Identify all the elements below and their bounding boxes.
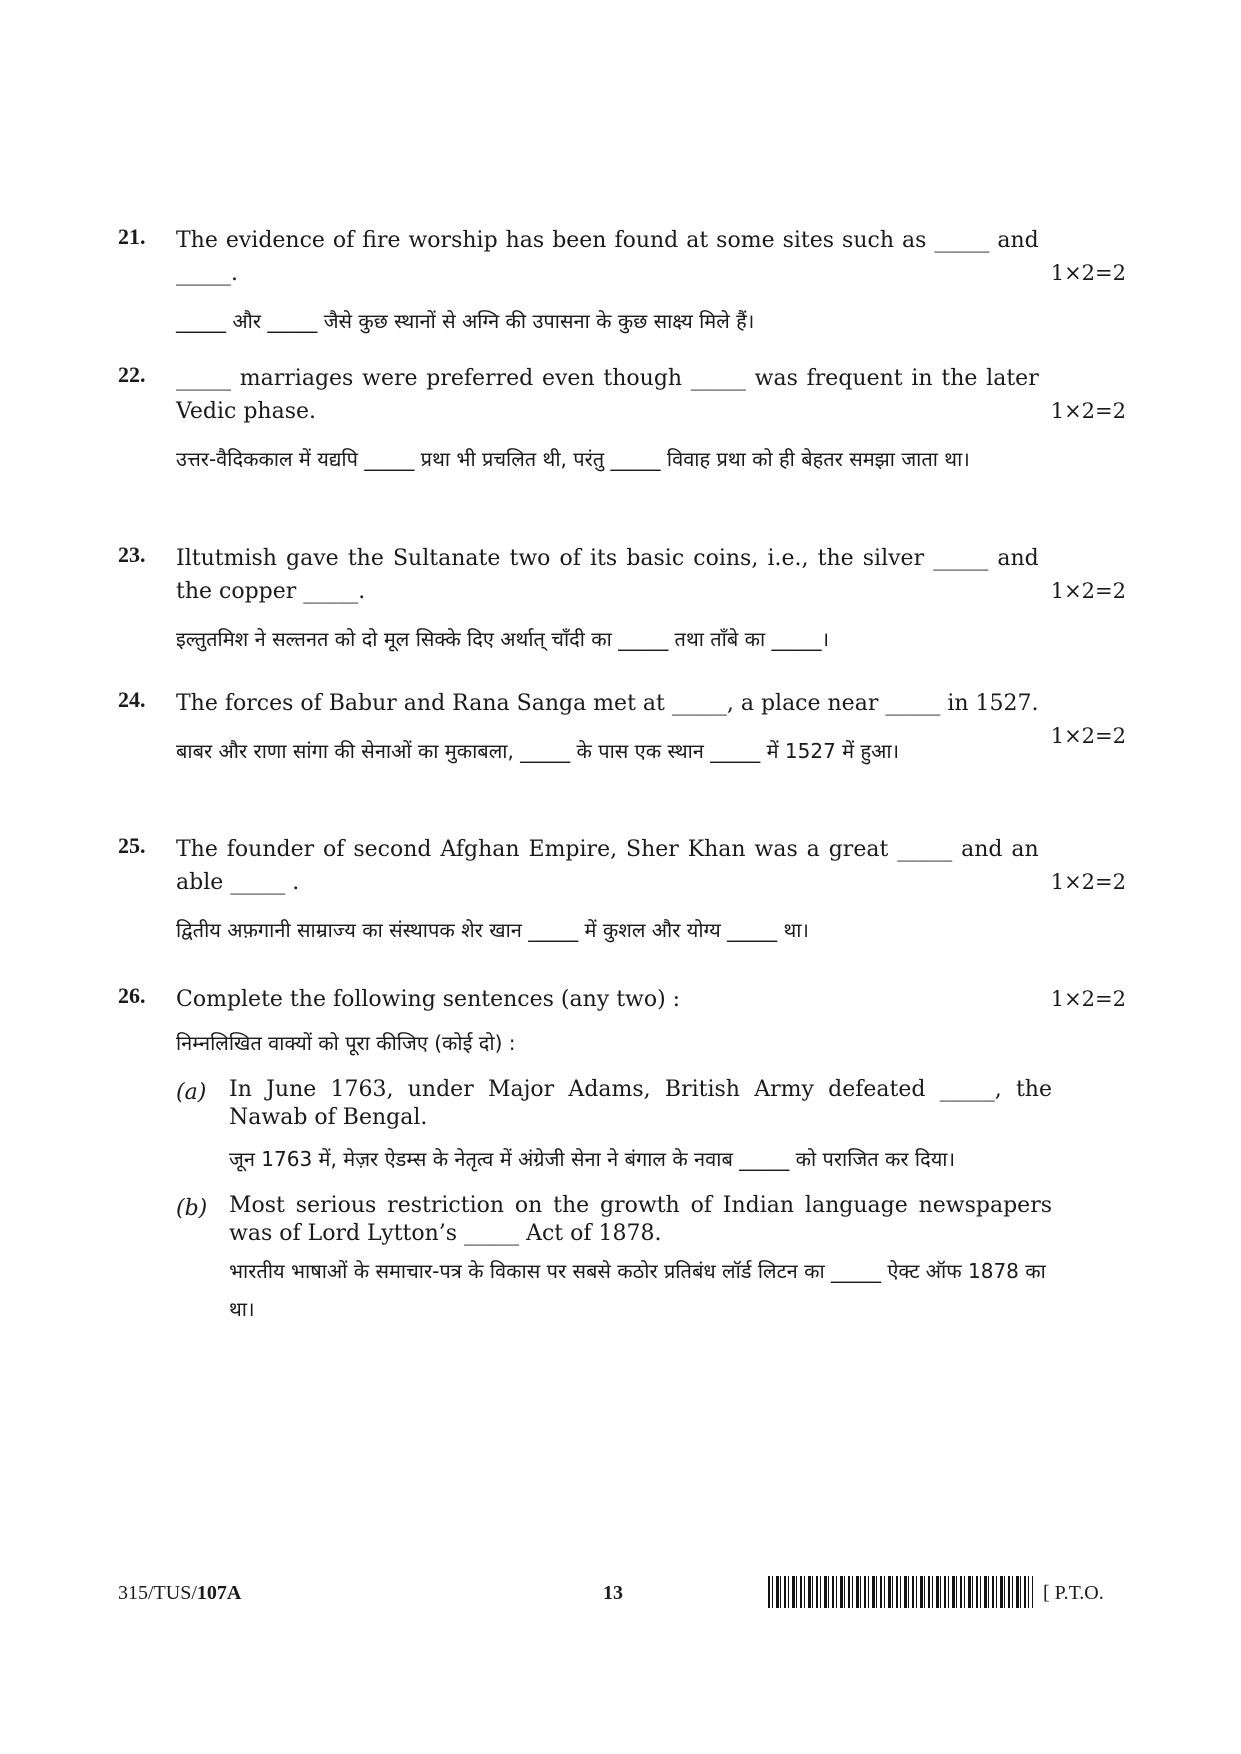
question-24 bbox=[118, 687, 1126, 770]
question-number: 22. bbox=[118, 362, 146, 387]
question-26 bbox=[118, 983, 1126, 1328]
marks: 1×2=2 bbox=[1050, 724, 1126, 748]
question-text-hindi: द्वितीय अफ़गानी साम्राज्य का संस्थापक शेर खान _____ में कुशल और योग्य _____ था। bbox=[176, 918, 810, 942]
sub-question-text-english: In June 1763, under Major Adams, British Army defeated _____, the Nawab of Bengal. bbox=[229, 1077, 1052, 1130]
marks: 1×2=2 bbox=[1050, 579, 1126, 603]
sub-question-a bbox=[176, 1076, 1126, 1178]
question-text-english: Complete the following sentences (any two) : bbox=[176, 987, 681, 1012]
question-number: 24. bbox=[118, 687, 146, 712]
question-number: 21. bbox=[118, 224, 146, 249]
question-number: 25. bbox=[118, 833, 146, 858]
question-number: 26. bbox=[118, 983, 146, 1008]
question-text-english: The evidence of fire worship has been found at some sites such as _____ and _____. bbox=[176, 228, 1039, 286]
page-footer bbox=[118, 1582, 1123, 1618]
question-text-english: The founder of second Afghan Empire, Sher Khan was a great _____ and an able _____ . bbox=[176, 837, 1039, 895]
question-text-english: The forces of Babur and Rana Sanga met at _____, a place near _____ in 1527. bbox=[176, 691, 1039, 716]
question-text-hindi: उत्तर-वैदिककाल में यद्यपि _____ प्रथा भी प्रचलित थी, परंतु _____ विवाह प्रथा को ही बेहतर समझा जाता था। bbox=[176, 447, 970, 471]
question-23 bbox=[118, 542, 1126, 658]
question-text-english: _____ marriages were preferred even though _____ was frequent in the later Vedic phase. bbox=[176, 366, 1039, 424]
paper-code: 315/TUS/107A bbox=[118, 1582, 242, 1604]
question-22 bbox=[118, 362, 1126, 478]
question-text-english: Iltutmish gave the Sultanate two of its basic coins, i.e., the silver _____ and the copper _____. bbox=[176, 546, 1039, 604]
question-21 bbox=[118, 224, 1126, 340]
question-25 bbox=[118, 833, 1126, 949]
question-text-hindi: बाबर और राणा सांगा की सेनाओं का मुकाबला, _____ के पास एक स्थान _____ में 1527 में हुआ। bbox=[176, 739, 900, 763]
sub-question-text-hindi: जून 1763 में, मेज़र ऐडम्स के नेतृत्व में अंग्रेजी सेना ने बंगाल के नवाब _____ को पराजित कर दिया। bbox=[229, 1147, 956, 1171]
marks: 1×2=2 bbox=[1050, 987, 1126, 1011]
marks: 1×2=2 bbox=[1050, 870, 1126, 894]
marks: 1×2=2 bbox=[1050, 261, 1126, 285]
barcode-image bbox=[768, 1576, 1033, 1608]
question-text-hindi: निम्नलिखित वाक्यों को पूरा कीजिए (कोई दो) : bbox=[176, 1031, 516, 1055]
marks: 1×2=2 bbox=[1050, 399, 1126, 423]
page-number: 13 bbox=[603, 1582, 623, 1604]
pto-label: [ P.T.O. bbox=[1043, 1582, 1104, 1604]
sub-question-label: (b) bbox=[176, 1196, 208, 1221]
sub-question-text-english: Most serious restriction on the growth of Indian language newspapers was of Lord Lytton’s _____ Act of 1878. bbox=[229, 1193, 1052, 1246]
question-text-hindi: इल्तुतमिश ने सल्तनत को दो मूल सिक्के दिए अर्थात् चाँदी का _____ तथा ताँबे का _____। bbox=[176, 627, 830, 651]
question-number: 23. bbox=[118, 542, 146, 567]
sub-question-label: (a) bbox=[176, 1080, 207, 1105]
sub-question-text-hindi: भारतीय भाषाओं के समाचार-पत्र के विकास पर सबसे कठोर प्रतिबंध लॉर्ड लिटन का _____ ऐक्ट ऑफ 1878 का था। bbox=[229, 1259, 1046, 1321]
sub-question-b bbox=[176, 1192, 1126, 1328]
question-text-hindi: _____ और _____ जैसे कुछ स्थानों से अग्नि की उपासना के कुछ साक्ष्य मिले हैं। bbox=[176, 309, 755, 333]
